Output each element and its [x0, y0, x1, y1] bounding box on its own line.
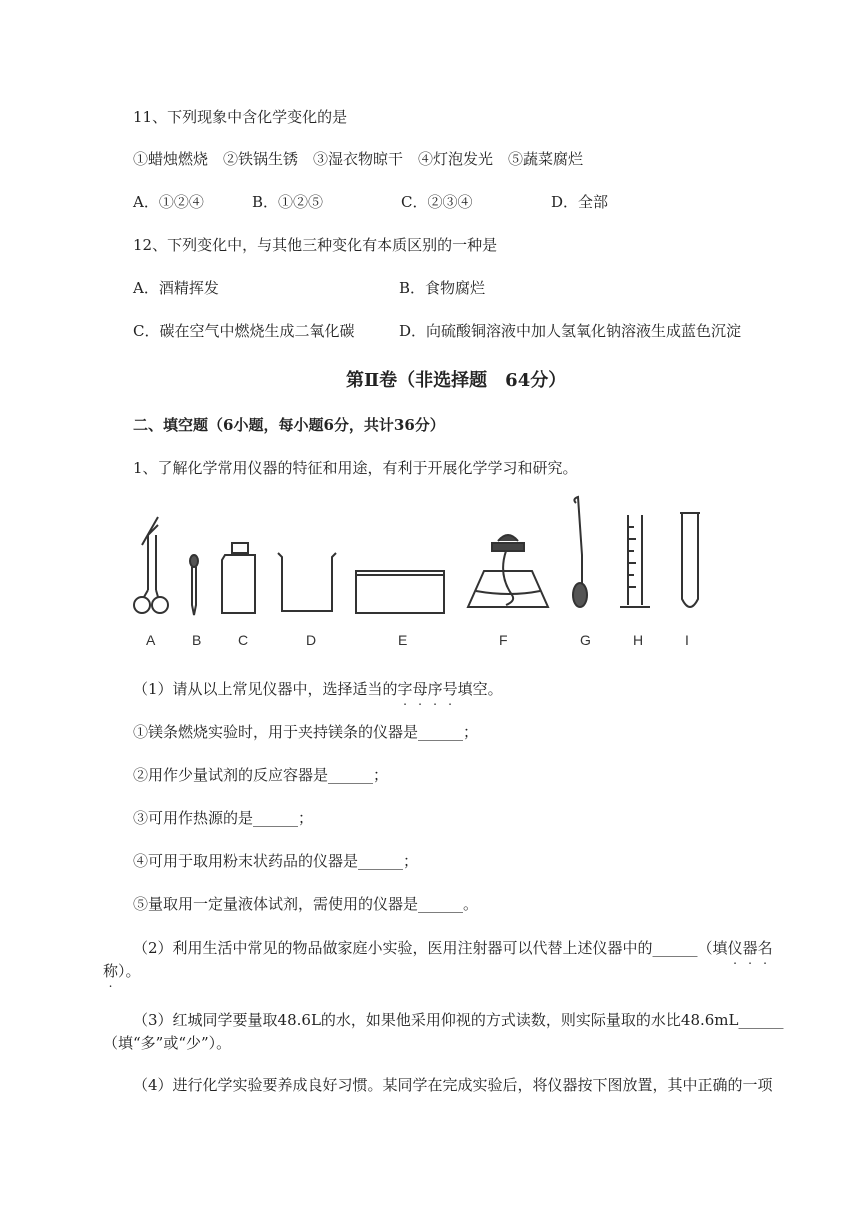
- beaker-icon: [278, 553, 336, 611]
- label-c: C: [238, 632, 249, 648]
- sub4-line1: （4）进行化学实验要养成良好习惯。某同学在完成实验后，将仪器按下图放置，其中正确的一项: [133, 1076, 773, 1094]
- q11-stem: 11、下列现象中含化学变化的是: [133, 108, 348, 126]
- test-tube-icon: [680, 513, 700, 607]
- blank-2: ②用作少量试剂的反应容器是______；: [133, 766, 389, 784]
- blank-3: ③可用作热源的是______；: [133, 809, 314, 827]
- label-f: F: [499, 632, 508, 648]
- reagent-bottle-icon: [222, 543, 255, 613]
- label-b: B: [192, 632, 202, 648]
- sub2-line2: 称）。: [103, 962, 141, 980]
- q12-option-b: B．食物腐烂: [399, 279, 486, 297]
- sub3-line1: （3）红城同学要量取48.6L的水，如果他采用仰视的方式读数，则实际量取的水比48.6mL______: [133, 1011, 784, 1029]
- dropper-icon: [190, 555, 198, 615]
- label-i: I: [685, 632, 689, 648]
- label-d: D: [306, 632, 317, 648]
- q1-stem: 1、了解化学常用仪器的特征和用途，有利于开展化学学习和研究。: [133, 459, 578, 477]
- label-g: G: [580, 632, 591, 648]
- graduated-cylinder-icon: [620, 515, 650, 607]
- blank-1: ①镁条燃烧实验时，用于夹持镁条的仪器是______；: [133, 723, 479, 741]
- apparatus-figure: [120, 495, 720, 625]
- q12-option-d: D．向硫酸铜溶液中加人氢氧化钠溶液生成蓝色沉淀: [399, 322, 742, 340]
- label-h: H: [633, 632, 644, 648]
- blank-5: ⑤量取用一定量液体试剂，需使用的仪器是______。: [133, 895, 479, 913]
- q12-stem: 12、下列变化中，与其他三种变化有本质区别的一种是: [133, 236, 498, 254]
- sub1-instruction: （1）请从以上常见仪器中，选择适当的字母序号填空。: [133, 680, 503, 698]
- q12-option-c: C．碳在空气中燃烧生成二氧化碳: [133, 322, 355, 340]
- blank-4: ④可用于取用粉末状药品的仪器是______；: [133, 852, 419, 870]
- q11-items: ①蜡烛燃烧 ②铁锅生锈 ③湿衣物晾干 ④灯泡发光 ⑤蔬菜腐烂: [133, 150, 584, 168]
- section-heading: 二、填空题（6小题，每小题6分，共计36分）: [133, 416, 445, 434]
- label-a: A: [146, 632, 156, 648]
- label-e: E: [398, 632, 408, 648]
- part2-title: 第Ⅱ卷（非选择题 64分）: [346, 370, 567, 391]
- sub3-line2: （填“多”或“少”）。: [103, 1034, 232, 1052]
- q11-option-a: A．①②④: [133, 193, 204, 211]
- sub2-line1: （2）利用生活中常见的物品做家庭小实验，医用注射器可以代替上述仪器中的______（填仪器名: [133, 939, 773, 957]
- q11-option-b: B．①②⑤: [252, 193, 324, 211]
- alcohol-lamp-icon: [468, 535, 548, 607]
- medicine-spoon-icon: [573, 497, 587, 607]
- q11-option-d: D．全部: [551, 193, 609, 211]
- trough-icon: [356, 571, 444, 613]
- crucible-tongs-icon: [134, 517, 168, 613]
- q12-option-a: A．酒精挥发: [133, 279, 219, 297]
- q11-option-c: C．②③④: [401, 193, 473, 211]
